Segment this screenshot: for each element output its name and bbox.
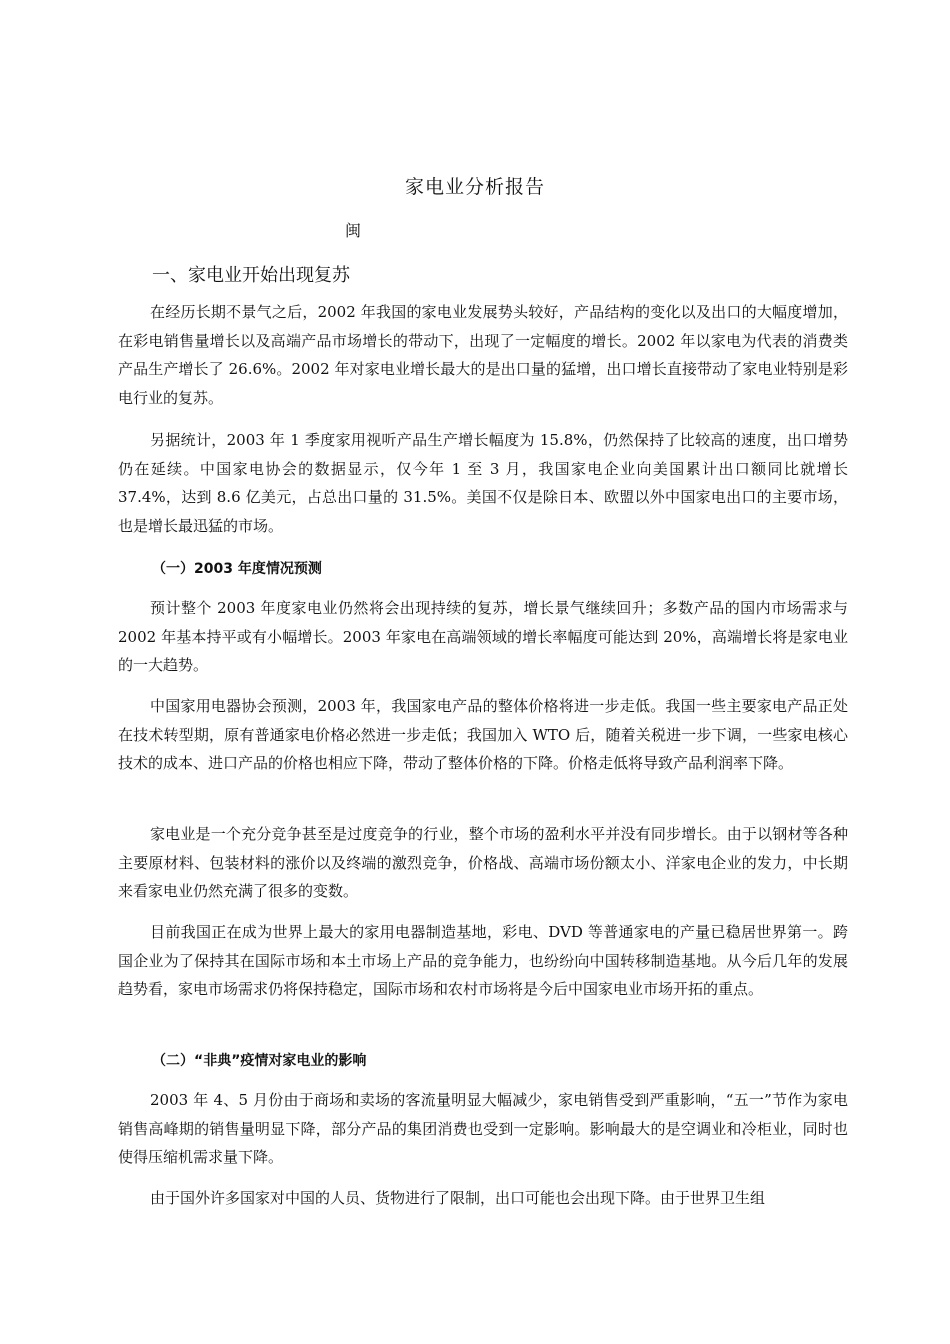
- document-author: 闽: [345, 221, 362, 240]
- paragraph: 在经历长期不景气之后，2002 年我国的家电业发展势头较好，产品结构的变化以及出口的大幅度增加，在彩电销售量增长以及高端产品市场增长的带动下，出现了一定幅度的增长。2002 年以家电为代表的消费类产品生产增长了 26.6%。2002 年对家电业增长最大的是出口量的猛增，出口增长直接带动了家电业特别是彩电行业的复苏。: [118, 303, 848, 407]
- section-heading: 一、家电业开始出现复苏: [152, 265, 350, 286]
- subsection-heading: （二）“非典”疫情对家电业的影响: [152, 1053, 367, 1069]
- paragraph: 家电业是一个充分竞争甚至是过度竞争的行业，整个市场的盈利水平并没有同步增长。由于以钢材等各种主要原材料、包装材料的涨价以及终端的激烈竞争，价格战、高端市场份额太小、洋家电企业的发力，中长期来看家电业仍然充满了很多的变数。: [118, 825, 848, 900]
- paragraph: 2003 年 4、5 月份由于商场和卖场的客流量明显大幅减少，家电销售受到严重影响，“五一”节作为家电销售高峰期的销售量明显下降，部分产品的集团消费也受到一定影响。影响最大的是空调业和冷柜业，同时也使得压缩机需求量下降。: [118, 1091, 848, 1166]
- paragraph: 预计整个 2003 年度家电业仍然将会出现持续的复苏，增长景气继续回升；多数产品的国内市场需求与 2002 年基本持平或有小幅增长。2003 年家电在高端领域的增长率幅度可能达到 20%，高端增长将是家电业的一大趋势。: [118, 599, 848, 674]
- paragraph: 中国家用电器协会预测，2003 年，我国家电产品的整体价格将进一步走低。我国一些主要家电产品正处在技术转型期，原有普通家电价格必然进一步走低；我国加入 WTO 后，随着关税进一步下调，一些家电核心技术的成本、进口产品的价格也相应下降，带动了整体价格的下降。价格走低将导致产品利润率下降。: [118, 697, 848, 772]
- document-title: 家电业分析报告: [404, 176, 545, 198]
- paragraph: 目前我国正在成为世界上最大的家用电器制造基地，彩电、DVD 等普通家电的产量已稳居世界第一。跨国企业为了保持其在国际市场和本土市场上产品的竞争能力，也纷纷向中国转移制造基地。从今后几年的发展趋势看，家电市场需求仍将保持稳定，国际市场和农村市场将是今后中国家电业市场开拓的重点。: [118, 923, 848, 998]
- paragraph: 另据统计，2003 年 1 季度家用视听产品生产增长幅度为 15.8%，仍然保持了比较高的速度，出口增势仍在延续。中国家电协会的数据显示，仅今年 1 至 3 月，我国家电企业向美国累计出口额同比就增长 37.4%，达到 8.6 亿美元，占总出口量的 31.5%。美国不仅是除日本、欧盟以外中国家电出口的主要市场，也是增长最迅猛的市场。: [118, 431, 848, 535]
- paragraph: 由于国外许多国家对中国的人员、货物进行了限制，出口可能也会出现下降。由于世界卫生组: [150, 1189, 766, 1207]
- subsection-heading: （一）2003 年度情况预测: [152, 561, 322, 577]
